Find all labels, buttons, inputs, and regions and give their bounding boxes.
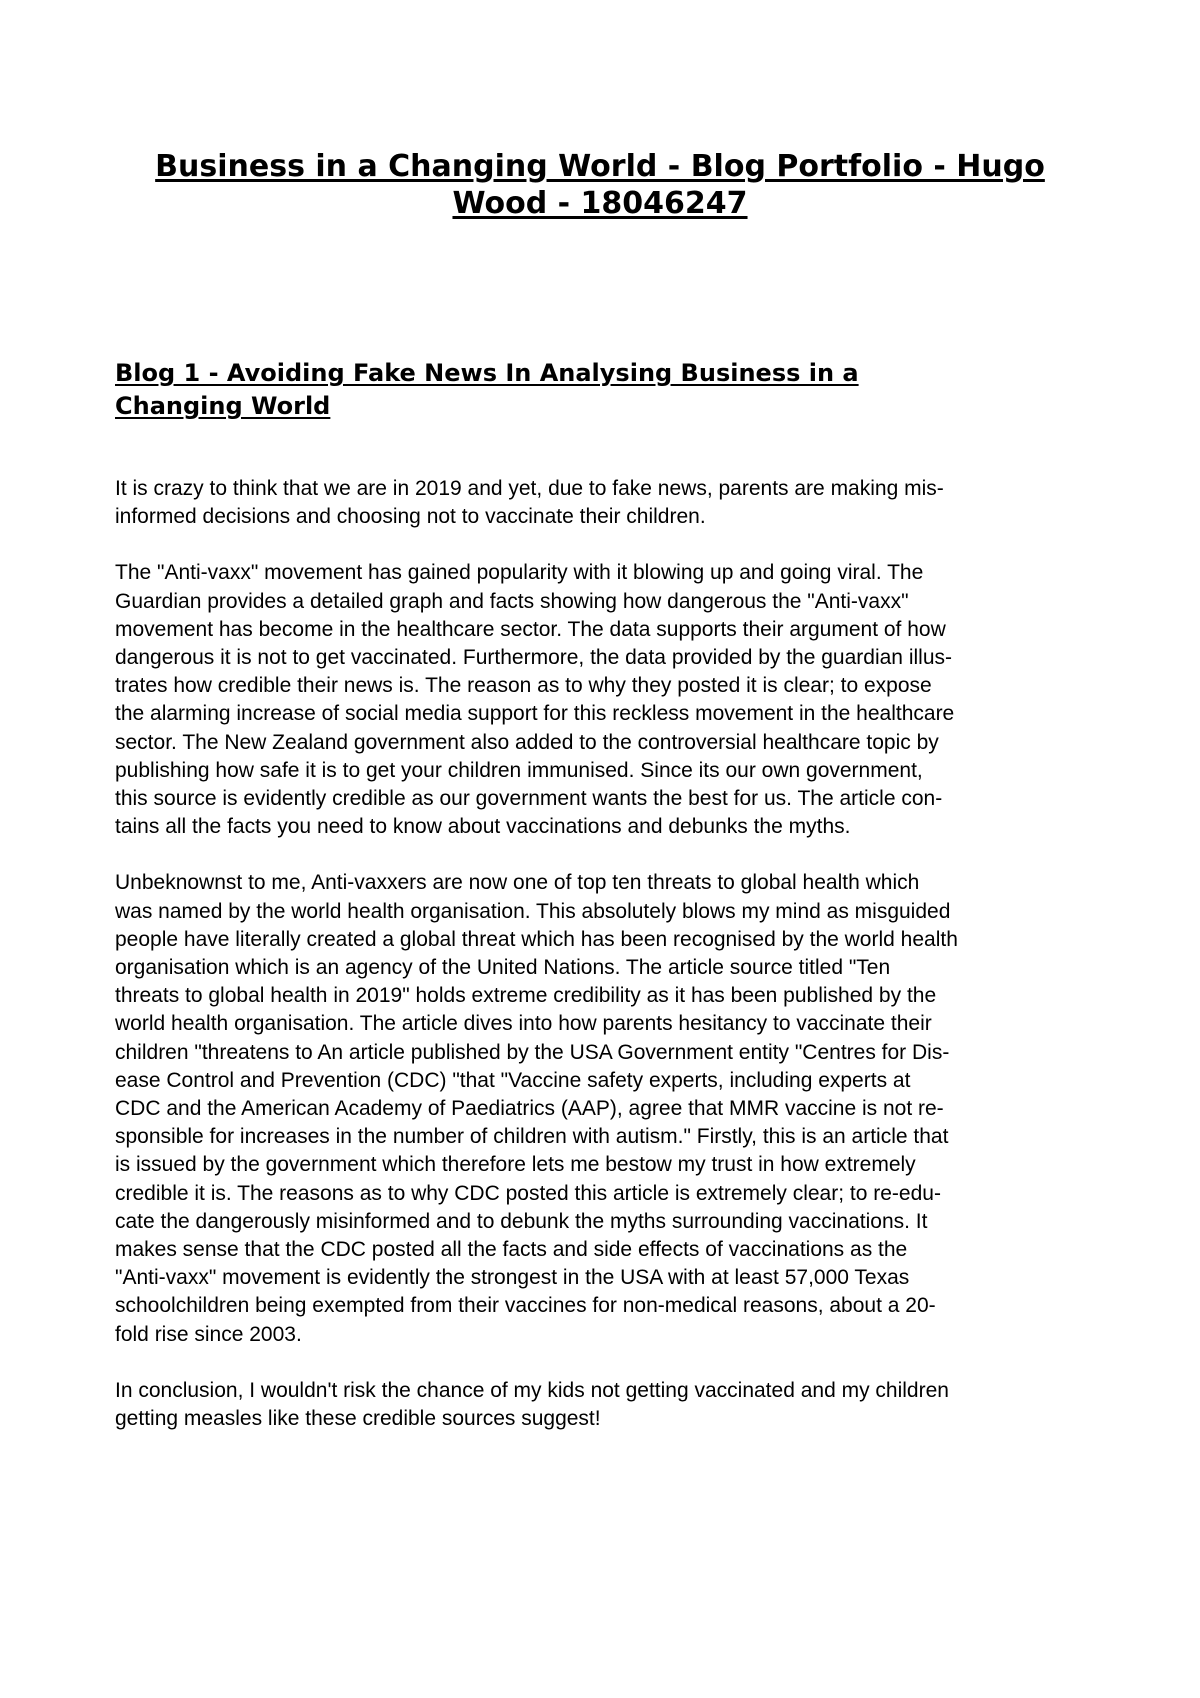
body-paragraph bbox=[115, 559, 1100, 841]
paragraph-line: organisation which is an agency of the United Nations. The article source titled "Ten bbox=[115, 956, 891, 980]
paragraph-line: dangerous it is not to get vaccinated. Furthermore, the data provided by the guardian illus- bbox=[115, 646, 952, 670]
body-paragraph bbox=[115, 869, 1100, 1348]
paragraph-line: CDC and the American Academy of Paediatrics (AAP), agree that MMR vaccine is not re- bbox=[115, 1097, 944, 1121]
paragraph-line: threats to global health in 2019" holds extreme credibility as it has been published by the bbox=[115, 984, 937, 1008]
paragraph-line: publishing how safe it is to get your children immunised. Since its our own government, bbox=[115, 758, 923, 782]
paragraph-line: informed decisions and choosing not to vaccinate their children. bbox=[115, 505, 706, 529]
blog-heading bbox=[115, 357, 1075, 423]
paragraph-line: this source is evidently credible as our government wants the best for us. The article con- bbox=[115, 787, 943, 811]
paragraph-line: sector. The New Zealand government also added to the controversial healthcare topic by bbox=[115, 730, 939, 754]
paragraph-line: Guardian provides a detailed graph and facts showing how dangerous the "Anti-vaxx" bbox=[115, 589, 909, 613]
paragraph-line: children "threatens to An article published by the USA Government entity "Centres for Dis- bbox=[115, 1040, 950, 1064]
blog-heading-line: Blog 1 - Avoiding Fake News In Analysing Business in a bbox=[115, 359, 859, 387]
paragraph-line: credible it is. The reasons as to why CDC posted this article is extremely clear; to re-edu- bbox=[115, 1181, 941, 1205]
document-title: Business in a Changing World - Blog Portfolio - Hugo Wood - 18046247 bbox=[155, 149, 1045, 221]
paragraph-line: tains all the facts you need to know about vaccinations and debunks the myths. bbox=[115, 815, 851, 839]
paragraph-line: ease Control and Prevention (CDC) "that "Vaccine safety experts, including experts at bbox=[115, 1068, 911, 1092]
paragraph-line: trates how credible their news is. The reason as to why they posted it is clear; to expose bbox=[115, 674, 932, 698]
paragraph-line: is issued by the government which therefore lets me bestow my trust in how extremely bbox=[115, 1153, 916, 1177]
paragraph-line: people have literally created a global threat which has been recognised by the world health bbox=[115, 927, 958, 951]
paragraph-line: world health organisation. The article dives into how parents hesitancy to vaccinate their bbox=[115, 1012, 932, 1036]
paragraph-line: "Anti-vaxx" movement is evidently the strongest in the USA with at least 57,000 Texas bbox=[115, 1266, 910, 1290]
paragraph-line: Unbeknownst to me, Anti-vaxxers are now one of top ten threats to global health which bbox=[115, 871, 920, 895]
paragraph-line: was named by the world health organisation. This absolutely blows my mind as misguided bbox=[115, 899, 951, 923]
paragraph-line: schoolchildren being exempted from their vaccines for non-medical reasons, about a 20- bbox=[115, 1294, 936, 1318]
paragraph-line: fold rise since 2003. bbox=[115, 1322, 302, 1346]
blog-body bbox=[115, 475, 1100, 1461]
body-paragraph bbox=[115, 475, 1100, 531]
paragraph-line: makes sense that the CDC posted all the facts and side effects of vaccinations as the bbox=[115, 1238, 908, 1262]
paragraph-line: sponsible for increases in the number of children with autism." Firstly, this is an article that bbox=[115, 1125, 949, 1149]
paragraph-line: It is crazy to think that we are in 2019 and yet, due to fake news, parents are making mis- bbox=[115, 477, 944, 500]
paragraph-line: movement has become in the healthcare sector. The data supports their argument of how bbox=[115, 617, 946, 641]
blog-heading-line: Changing World bbox=[115, 392, 331, 420]
paragraph-line: getting measles like these credible sources suggest! bbox=[115, 1407, 601, 1431]
paragraph-line: cate the dangerously misinformed and to debunk the myths surrounding vaccinations. It bbox=[115, 1209, 928, 1233]
body-paragraph bbox=[115, 1377, 1100, 1433]
paragraph-line: In conclusion, I wouldn't risk the chance of my kids not getting vaccinated and my children bbox=[115, 1378, 949, 1402]
paragraph-line: the alarming increase of social media support for this reckless movement in the healthcare bbox=[115, 702, 955, 726]
paragraph-line: The "Anti-vaxx" movement has gained popularity with it blowing up and going viral. The bbox=[115, 561, 924, 585]
